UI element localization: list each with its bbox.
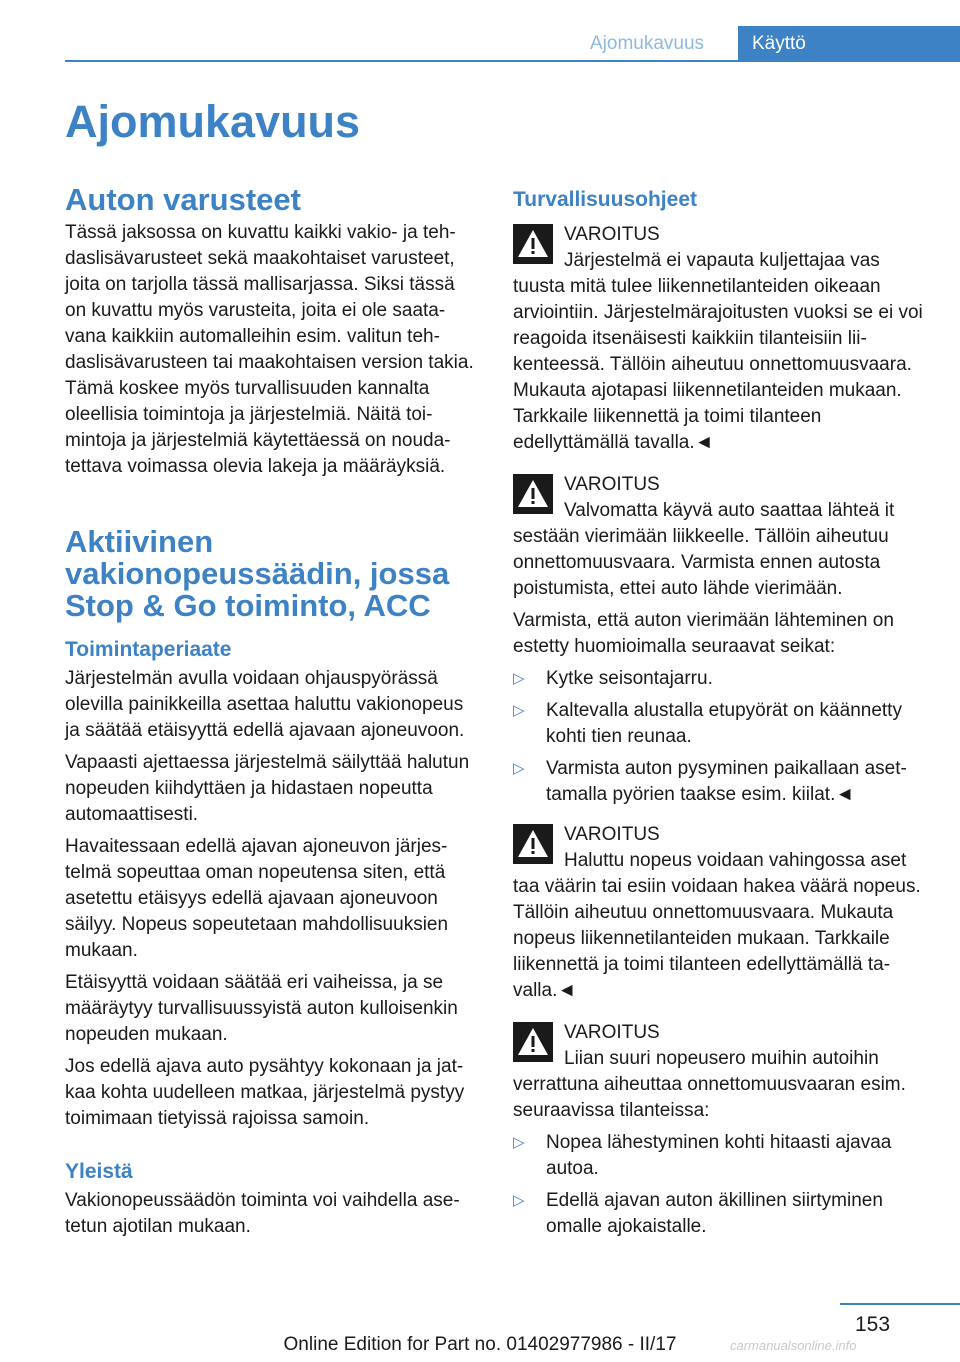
warning-triangle-icon (513, 1022, 553, 1062)
warning-text: tuusta mitä tulee liikennetilanteiden oikeaan arviointiin. Järjestelmärajoitusten vuoksi se ei voi reagoida itsenäisesti kaikkiin tilanteisiin liikenteessä. Tällöin aiheutuu onnettomuusvaara. Mukauta ajotapasi liikennetilanteiden mukaan. Tarkkaile liikennettä ja toimi tilanteen edellyttämällä tavalla.◄ (513, 276, 923, 453)
warning-head (513, 822, 927, 874)
warning-block (513, 1020, 927, 1240)
warning-label: VAROITUS (564, 224, 660, 245)
warning-first-line: Liian suuri nopeusero muihin autoihin (564, 1048, 879, 1069)
turvallisuusohjeet-heading: Turvallisuusohjeet (513, 188, 697, 211)
yleista-heading: Yleistä (65, 1160, 133, 1183)
warning-head-text (564, 472, 927, 524)
yleista-text: Vakionopeussäädön toiminta voi vaihdella asetetun ajotilan mukaan. (65, 1190, 460, 1237)
warning-first-line: Valvomatta käyvä auto saattaa lähteä it (564, 500, 895, 521)
warning-text: taa väärin tai esiin voidaan hakea väärä nopeus. Tällöin aiheutuu onnettomuusvaara. Mukauta nopeus liikennetilanteiden mukaan. Tarkkaile liikennettä ja toimi tilanteen edellyttämällä tavalla.◄ (513, 876, 921, 1001)
acc-paragraph: Etäisyyttä voidaan säätää eri vaiheissa, ja se määräytyy turvallisuussyistä auton kulloisenkin nopeuden mukaan. (65, 972, 458, 1045)
warning-triangle-icon (513, 824, 553, 864)
chapter-tab[interactable]: Käyttö (738, 26, 960, 62)
warning-head (513, 472, 927, 524)
list-item: ▷ Nopea lähestyminen kohti hitaasti ajavaa autoa. (513, 1132, 892, 1179)
acc-heading: Aktiivinen vakionopeussäädin, jossa Stop & Go toiminto, ACC (65, 524, 450, 623)
triangle-right-icon: ▷ (513, 702, 525, 719)
edition-note: Online Edition for Part no. 01402977986 - II/17 (283, 1334, 677, 1355)
list-item: ▷ Kytke seisontajarru. (513, 666, 927, 692)
warning-text: sestään vierimään liikkeelle. Tällöin aiheutuu onnettomuusvaara. Varmista ennen autosta poistumista, ettei auto lähde vierimään. (513, 526, 889, 599)
warning-label: VAROITUS (564, 824, 660, 845)
warning-first-line: Järjestelmä ei vapauta kuljettajaa vas (564, 250, 880, 271)
warning-extra-text: Varmista, että auton vierimään lähteminen on estetty huomioimalla seuraavat seikat: (513, 610, 894, 657)
page-number: 153 (855, 1313, 891, 1336)
list-item: ▷ Kaltevalla alustalla etupyörät on käännetty kohti tien reunaa. (513, 700, 902, 747)
toimintaperiaate-heading: Toimintaperiaate (65, 638, 232, 661)
auton-varusteet-heading: Auton varusteet (65, 182, 301, 217)
triangle-right-icon: ▷ (513, 1134, 525, 1151)
warning-label: VAROITUS (564, 1022, 660, 1043)
acc-paragraph: Havaitessaan edellä ajavan ajoneuvon järjestelmä sopeuttaa oman nopeutensa siten, että asetettu etäisyys edellä ajavaan ajoneuvoon säilyy. Nopeus sopeutetaan mahdollisuuksien mukaan. (65, 836, 449, 961)
footer-rule (840, 1303, 960, 1305)
page-title: Ajomukavuus (65, 96, 361, 147)
warning-label: VAROITUS (564, 474, 660, 495)
list-item: ▷ Edellä ajavan auton äkillinen siirtyminen omalle ajokaistalle. (513, 1190, 883, 1237)
acc-paragraph: Jos edellä ajava auto pysähtyy kokonaan ja jatkaa kohta uudelleen matkaa, järjestelmä pystyy toimimaan tietyissä rajoissa samoin. (65, 1056, 465, 1129)
warning-head-text (564, 822, 927, 874)
warning-block (513, 472, 927, 808)
section-tab[interactable]: Ajomukavuus (590, 33, 705, 54)
list-item: ▷ Varmista auton pysyminen paikallaan asettamalla pyörien taakse esim. kiilat.◄ (513, 758, 907, 805)
warning-head-text (564, 1020, 927, 1072)
auton-varusteet-text: Tässä jaksossa on kuvattu kaikki vakio- ja tehdaslisävarusteet sekä maakohtaiset varusteet, joita on tarjolla tässä mallisarjassa. Siksi tässä on kuvattu myös varusteita, joita ei ole saatavana kaikkiin automalleihin esim. valitun tehdaslisävarusteen tai maakohtaisen version takia. Tämä koskee myös turvallisuuden kannalta oleellisia toimintoja ja järjestelmiä. Näitä toimintoja ja järjestelmiä käytettäessä on noudatettava voimassa olevia lakeja ja määräyksiä. (65, 222, 474, 477)
warning-first-line: Haluttu nopeus voidaan vahingossa aset (564, 850, 907, 871)
warning-text: verrattuna aiheuttaa onnettomuusvaaran esim. seuraavissa tilanteissa: (513, 1074, 906, 1121)
triangle-right-icon: ▷ (513, 760, 525, 777)
warning-head (513, 1020, 927, 1072)
triangle-right-icon: ▷ (513, 670, 525, 687)
warning-triangle-icon (513, 224, 553, 264)
right-column (513, 184, 927, 1250)
warning-block (513, 222, 927, 456)
warning-block (513, 822, 927, 1004)
bullet-list (513, 666, 927, 808)
acc-paragraph: Järjestelmän avulla voidaan ohjauspyörässä olevilla painikkeilla asettaa haluttu vakionopeus ja säätää etäisyyttä edellä ajavaan ajoneuvoon. (65, 668, 465, 741)
warning-triangle-icon (513, 474, 553, 514)
watermark: carmanualsonline.info (730, 1338, 857, 1353)
acc-paragraph: Vapaasti ajettaessa järjestelmä säilyttää halutun nopeuden kiihdyttäen ja hidastaen nopeutta automaattisesti. (65, 752, 470, 825)
warning-head (513, 222, 927, 274)
warning-head-text (564, 222, 927, 274)
left-column (65, 184, 479, 1246)
bullet-list (513, 1130, 927, 1240)
triangle-right-icon: ▷ (513, 1192, 525, 1209)
